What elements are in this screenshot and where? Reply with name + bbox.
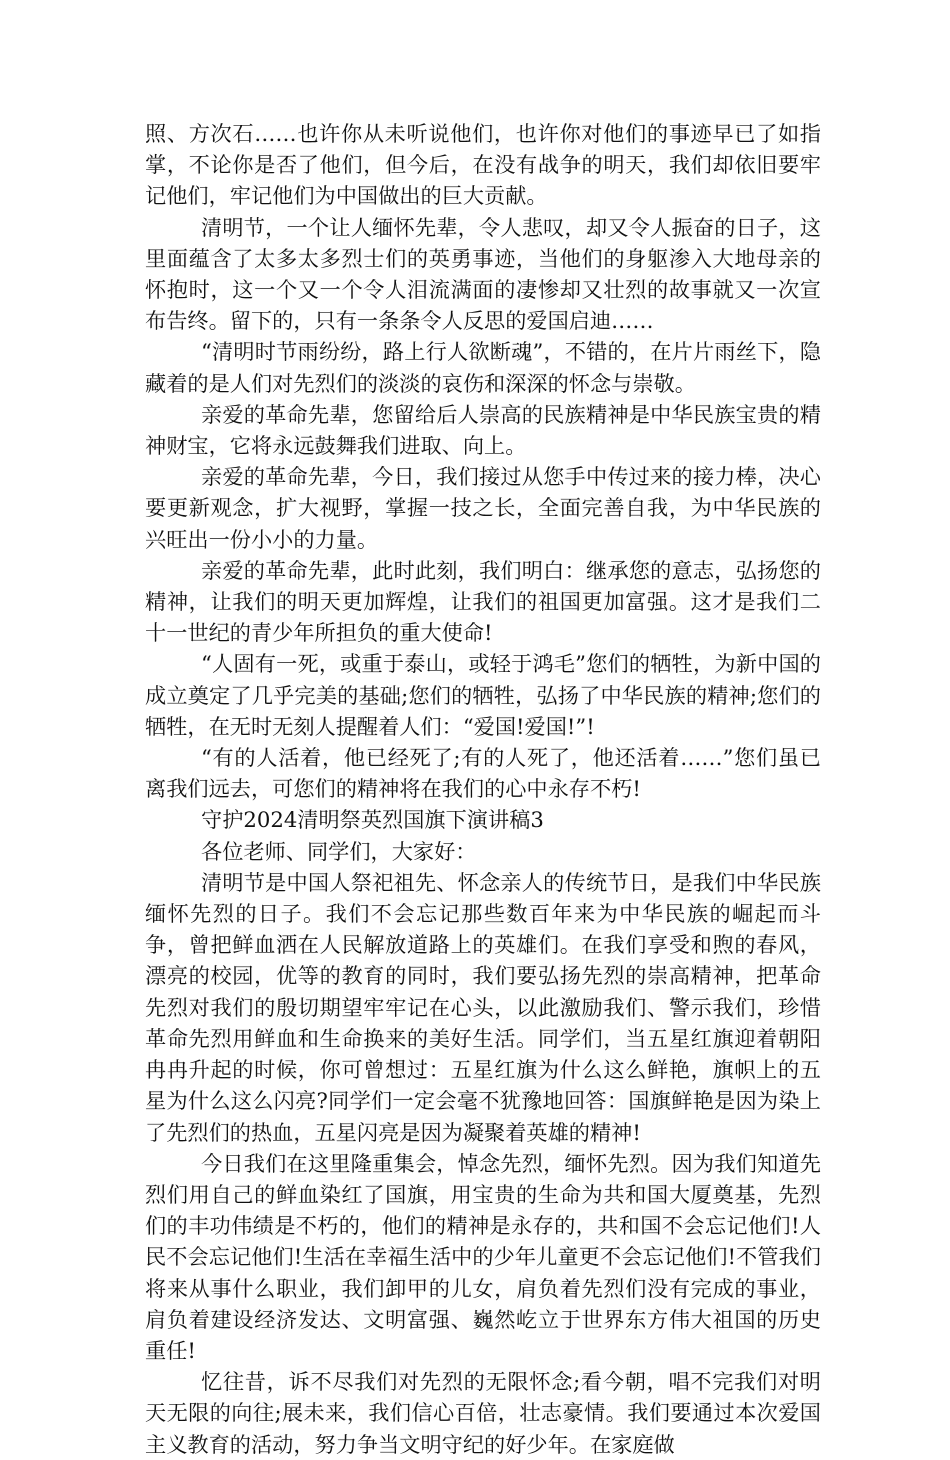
document-body: [145, 118, 821, 1460]
paragraph-10: 今日我们在这里隆重集会，悼念先烈，缅怀先烈。因为我们知道先烈们用自己的鲜血染红了国旗，用宝贵的生命为共和国大厦奠基，先烈们的丰功伟绩是不朽的，他们的精神是永存的，共和国不会忘记他们!人民不会忘记他们!生活在幸福生活中的少年儿童更不会忘记他们!不管我们将来从事什么职业，我们卸甲的儿女，肩负着先烈们没有完成的事业，肩负着建设经济发达、文明富强、巍然屹立于世界东方伟大祖国的历史重任!: [145, 1150, 821, 1363]
paragraph-11: 忆往昔，诉不尽我们对先烈的无限怀念;看今朝，唱不完我们对明天无限的向往;展未来，我们信心百倍，壮志豪情。我们要通过本次爱国主义教育的活动，努力争当文明守纪的好少年。在家庭做: [145, 1369, 821, 1457]
paragraph-8: “有的人活着，他已经死了;有的人死了，他还活着……”您们虽已离我们远去，可您们的精神将在我们的心中永存不朽!: [145, 745, 821, 802]
paragraph-6: 亲爱的革命先辈，此时此刻，我们明白：继承您的意志，弘扬您的精神，让我们的明天更加辉煌，让我们的祖国更加富强。这才是我们二十一世纪的青少年所担负的重大使命!: [145, 557, 821, 646]
section-title: 守护2024清明祭英烈国旗下演讲稿3: [201, 807, 544, 833]
paragraph-3: “清明时节雨纷纷，路上行人欲断魂”，不错的，在片片雨丝下，隐藏着的是人们对先烈们的淡淡的哀伤和深深的怀念与崇敬。: [145, 339, 821, 396]
paragraph-5: 亲爱的革命先辈，今日，我们接过从您手中传过来的接力棒，决心要更新观念，扩大视野，掌握一技之长，全面完善自我，为中华民族的兴旺出一份小小的力量。: [145, 464, 821, 552]
paragraph-1: 照、方次石……也许你从未听说他们，也许你对他们的事迹早已了如指掌，不论你是否了他们，但今后，在没有战争的明天，我们却依旧要牢记他们，牢记他们为中国做出的巨大贡献。: [145, 121, 821, 209]
paragraph-9: 清明节是中国人祭祀祖先、怀念亲人的传统节日，是我们中华民族缅怀先烈的日子。我们不会忘记那些数百年来为中华民族的崛起而斗争，曾把鲜血洒在人民解放道路上的英雄们。在我们享受和煦的春风，漂亮的校园，优等的教育的同时，我们要弘扬先烈的崇高精神，把革命先烈对我们的殷切期望牢牢记在心头，以此激励我们、警示我们，珍惜革命先烈用鲜血和生命换来的美好生活。同学们，当五星红旗迎着朝阳冉冉升起的时候，你可曾想过：五星红旗为什么这么鲜艳，旗帜上的五星为什么这么闪亮?同学们一定会毫不犹豫地回答：国旗鲜艳是因为染上了先烈们的热血，五星闪亮是因为凝聚着英雄的精神!: [145, 869, 821, 1145]
greeting: 各位老师、同学们，大家好：: [201, 838, 477, 864]
paragraph-2: 清明节，一个让人缅怀先辈，令人悲叹，却又令人振奋的日子，这里面蕴含了太多太多烈士们的英勇事迹，当他们的身躯渗入大地母亲的怀抱时，这一个又一个令人泪流满面的凄惨却又壮烈的故事就又一次宣布告终。留下的，只有一条条令人反思的爱国启迪……: [145, 214, 821, 334]
paragraph-7: “人固有一死，或重于泰山，或轻于鸿毛”您们的牺牲，为新中国的成立奠定了几乎完美的基础;您们的牺牲，弘扬了中华民族的精神;您们的牺牲，在无时无刻人提醒着人们：“爱国!爱国!”!: [145, 651, 821, 739]
paragraph-4: 亲爱的革命先辈，您留给后人崇高的民族精神是中华民族宝贵的精神财宝，它将永远鼓舞我们进取、向上。: [145, 401, 821, 459]
